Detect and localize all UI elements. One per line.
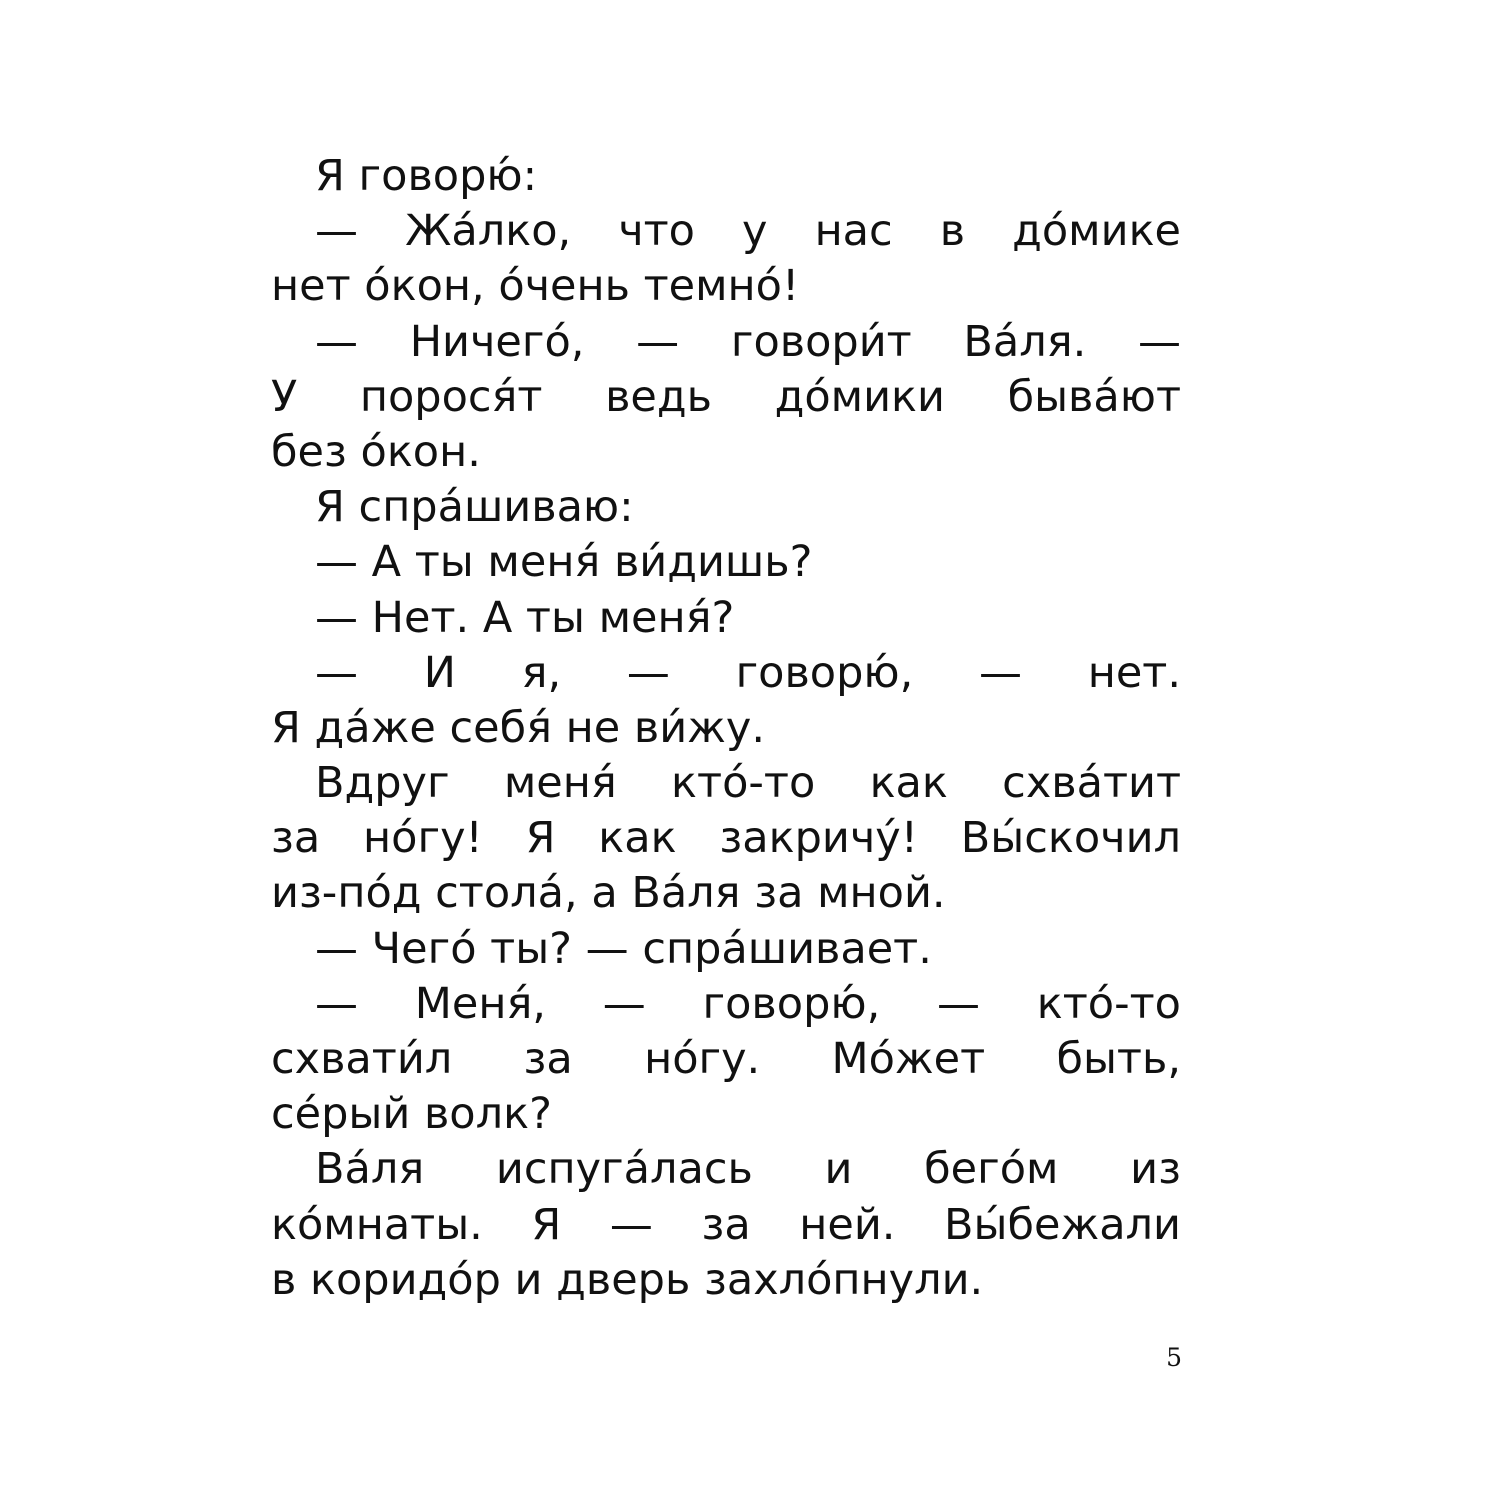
text-line: из-по́д стола́, а Ва́ля за мной. bbox=[271, 868, 946, 919]
story-text bbox=[271, 149, 1181, 1308]
page-number: 5 bbox=[1166, 1343, 1182, 1372]
text-line: — Ничего́, — говори́т Ва́ля. — bbox=[315, 316, 1181, 367]
text-line: Я спра́шиваю: bbox=[315, 482, 634, 533]
text-line: — А ты меня́ ви́дишь? bbox=[315, 537, 813, 588]
text-line: Вдруг меня́ кто́-то как схва́тит bbox=[315, 758, 1181, 809]
text-line: без о́кон. bbox=[271, 426, 481, 477]
text-line: нет о́кон, о́чень темно́! bbox=[271, 261, 800, 312]
text-line: — Нет. А ты меня́? bbox=[315, 592, 735, 643]
text-line: Я да́же себя́ не ви́жу. bbox=[271, 702, 766, 753]
text-line: Я говорю́: bbox=[315, 151, 538, 201]
text-line: — И я, — говорю́, — нет. bbox=[315, 647, 1181, 698]
text-line: — Жа́лко, что у нас в до́мике bbox=[315, 206, 1181, 257]
text-line: схвати́л за но́гу. Мо́жет быть, bbox=[271, 1034, 1181, 1084]
text-line: — Чего́ ты? — спра́шивает. bbox=[315, 923, 932, 974]
text-line: — Меня́, — говорю́, — кто́-то bbox=[315, 978, 1181, 1029]
text-line: У порося́т ведь до́мики быва́ют bbox=[271, 371, 1181, 422]
text-line: се́рый волк? bbox=[271, 1089, 552, 1140]
text-line: в коридо́р и дверь захло́пнули. bbox=[271, 1254, 984, 1305]
text-line: ко́мнаты. Я — за ней. Вы́бежали bbox=[271, 1199, 1181, 1250]
text-line: Ва́ля испуга́лась и бего́м из bbox=[315, 1144, 1181, 1195]
text-line: за но́гу! Я как закричу́! Вы́скочил bbox=[271, 813, 1181, 864]
